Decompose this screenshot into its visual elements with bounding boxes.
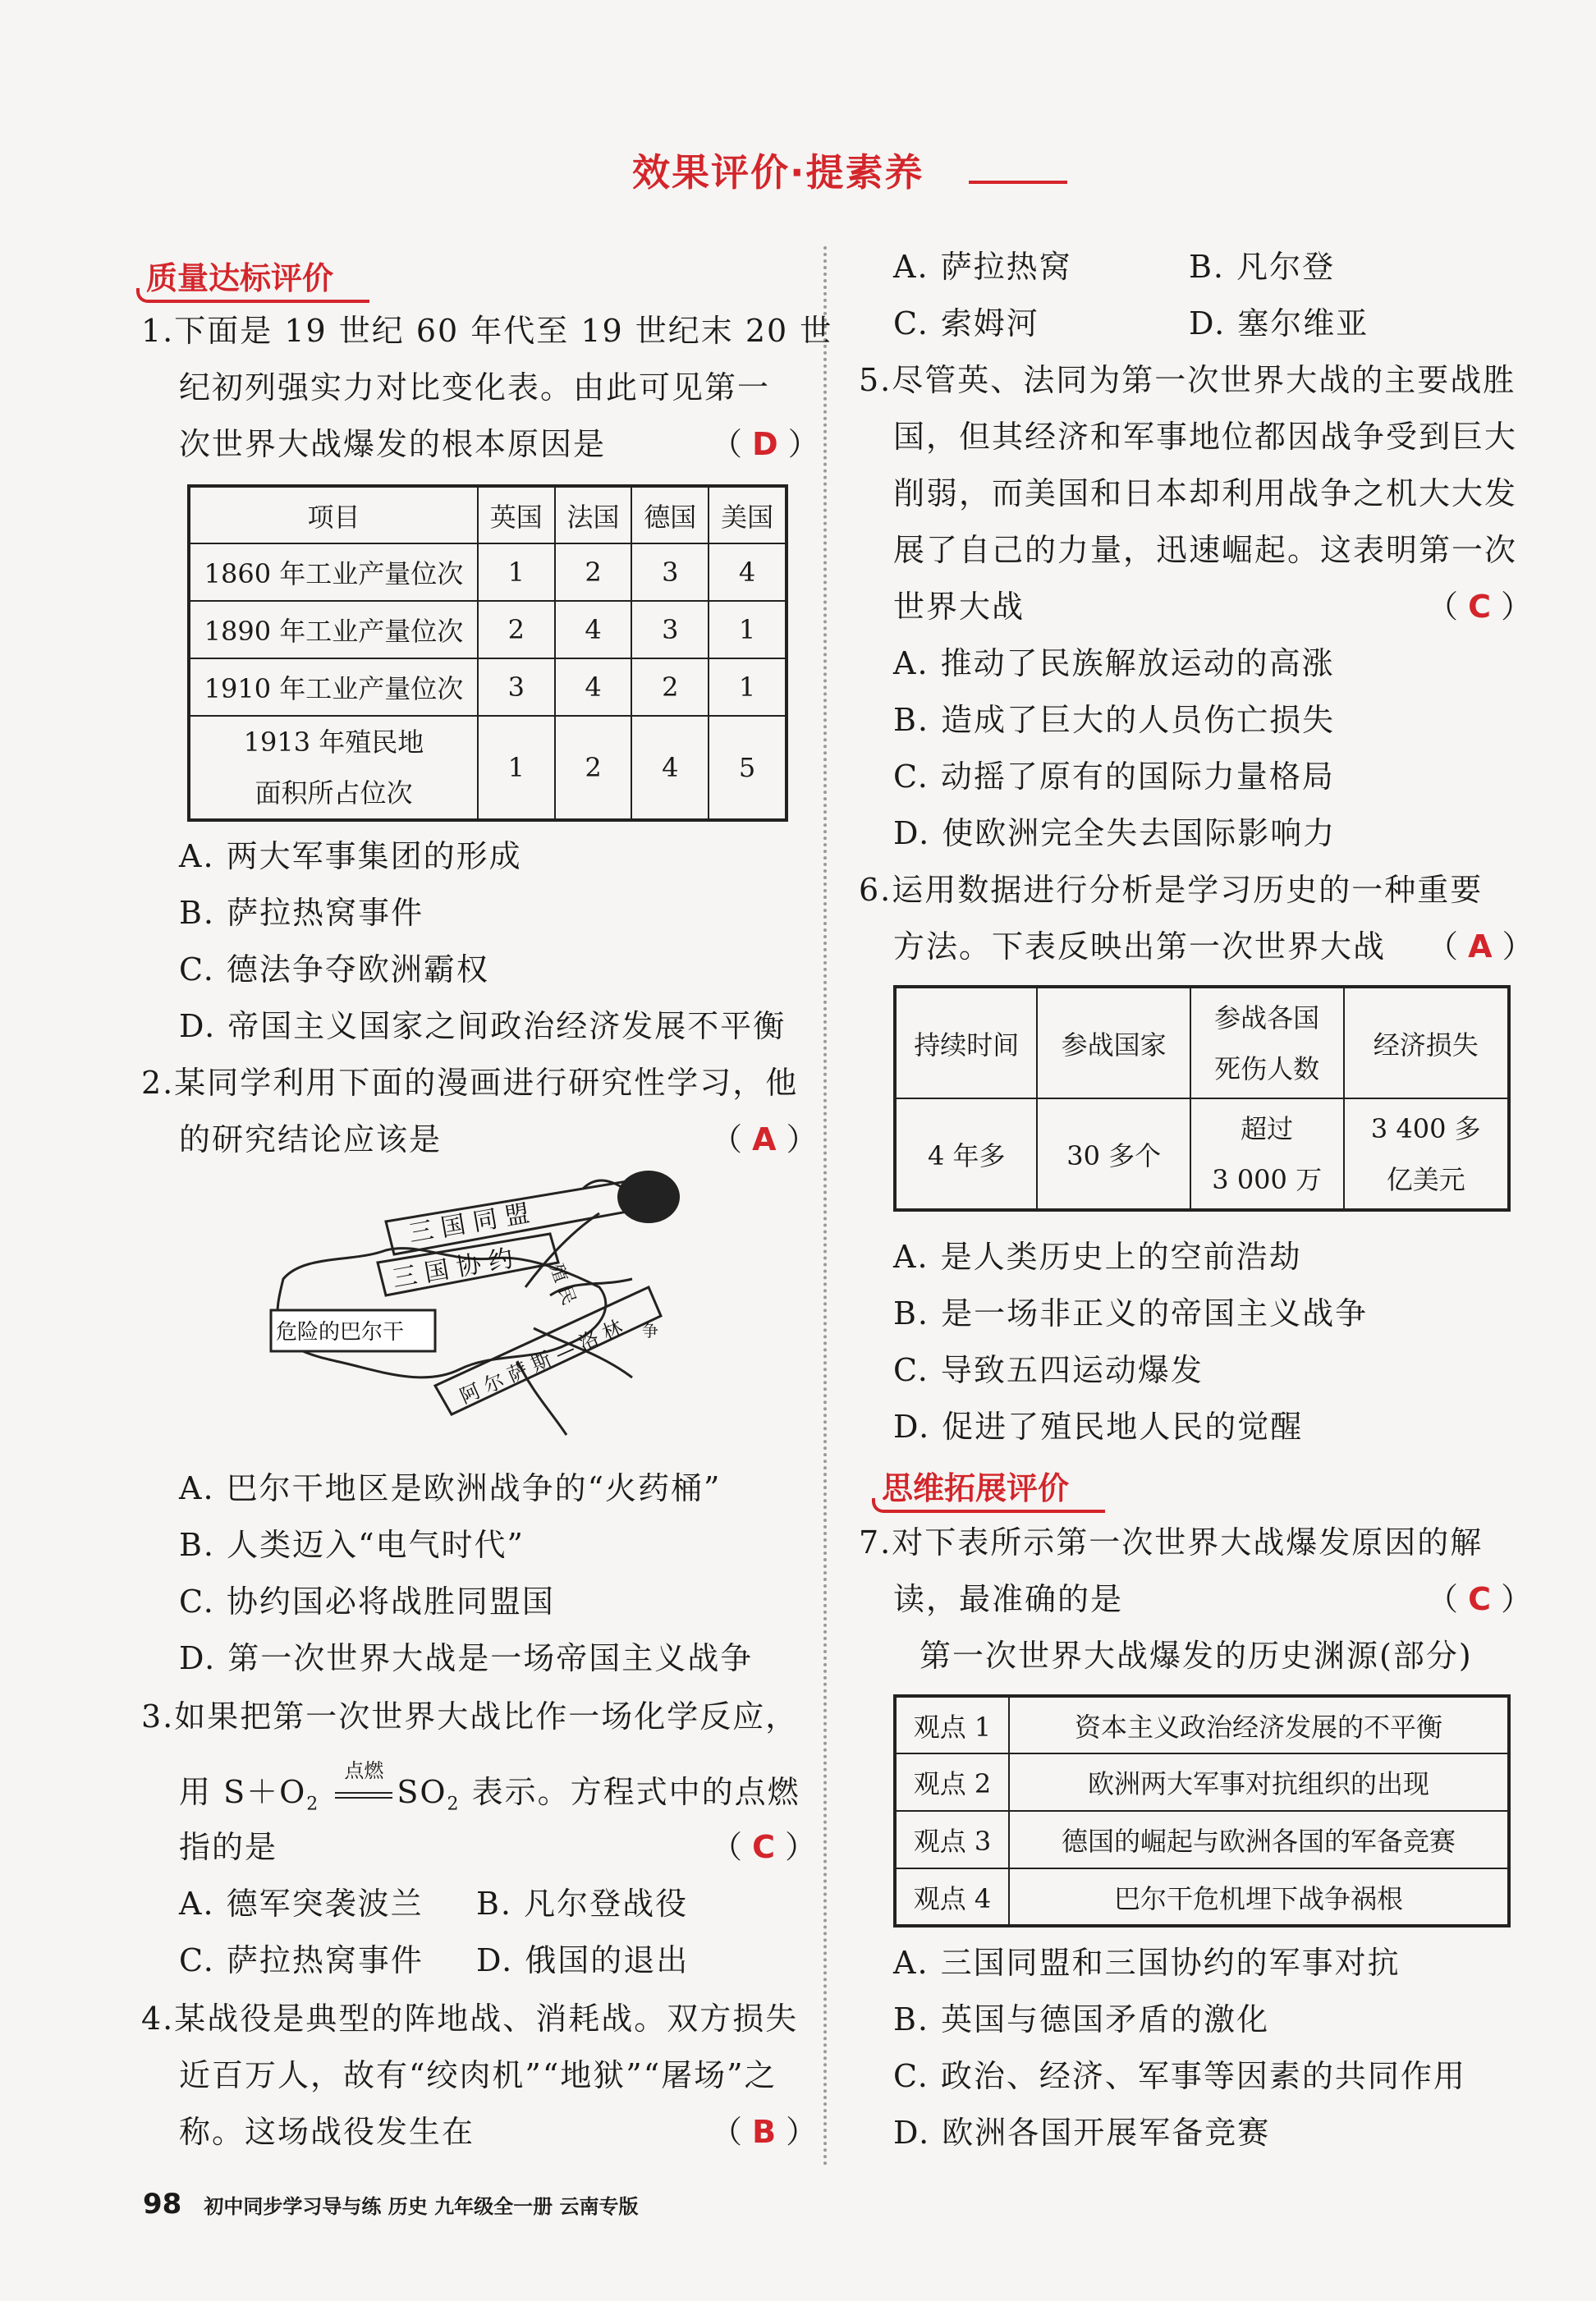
q1-table-cell: 3 bbox=[631, 601, 709, 658]
q1-option-c[interactable]: C. 德法争夺欧洲霸权 bbox=[179, 951, 489, 988]
q1-table-row-label-line-1: 1913 年殖民地 bbox=[243, 727, 424, 758]
section-heading-quality-label: 质量达标评价 bbox=[146, 260, 334, 296]
q1-table-header: 德国 bbox=[631, 486, 709, 543]
q1-table-header: 英国 bbox=[478, 486, 555, 543]
q7-option-d[interactable]: D. 欧洲各国开展军备竞赛 bbox=[893, 2115, 1271, 2151]
q2-option-a[interactable]: A. 巴尔干地区是欧洲战争的“火药桶” bbox=[179, 1470, 722, 1506]
q5-answer-letter: C bbox=[1468, 589, 1491, 625]
q5-line-1: 5.尽管英、法同为第一次世界大战的主要战胜 bbox=[859, 362, 1516, 398]
q7-line-1: 7.对下表所示第一次世界大战爆发原因的解 bbox=[859, 1524, 1484, 1561]
q3-eq-arrow bbox=[331, 1759, 397, 1811]
q7-answer: （ C ） bbox=[1427, 1581, 1533, 1617]
q1-answer: （ D ） bbox=[711, 426, 819, 462]
q3-option-c[interactable]: C. 萨拉热窝事件 bbox=[179, 1942, 424, 1978]
q4-line-3: 称。这场战役发生在 bbox=[179, 2114, 475, 2150]
q6-table-header bbox=[1190, 987, 1344, 1098]
cartoon-label-alliance: 三 国 同 盟 bbox=[406, 1199, 532, 1249]
q1-table-cell: 1 bbox=[709, 601, 787, 658]
q6-table-cell: 4 年多 bbox=[895, 1098, 1037, 1210]
q1-table-row-label-line-2: 面积所占位次 bbox=[255, 777, 413, 809]
q1-table-cell: 2 bbox=[555, 716, 632, 820]
column-divider bbox=[823, 246, 827, 2167]
page-header bbox=[624, 138, 1084, 204]
q6-table-cell bbox=[1344, 1098, 1510, 1210]
q7-table-title: 第一次世界大战爆发的历史渊源(部分) bbox=[920, 1638, 1473, 1674]
q6-table-cell-line-1: 3 400 多 bbox=[1370, 1112, 1481, 1144]
q7-answer-letter: C bbox=[1468, 1581, 1491, 1617]
q1-option-d[interactable]: D. 帝国主义国家之间政治经济发展不平衡 bbox=[179, 1008, 787, 1044]
q4-line-1: 4.某战役是典型的阵地战、消耗战。双方损失 bbox=[141, 2001, 799, 2037]
q3-answer: （ C ） bbox=[711, 1829, 817, 1865]
q7-table-text: 巴尔干危机埋下战争祸根 bbox=[1009, 1868, 1509, 1926]
q5-option-c[interactable]: C. 动摇了原有的国际力量格局 bbox=[893, 759, 1335, 795]
q6-table-cell bbox=[1190, 1098, 1344, 1210]
q1-table-cell: 5 bbox=[709, 716, 787, 820]
q1-table-cell: 1 bbox=[709, 658, 787, 716]
q6-answer-letter: A bbox=[1468, 928, 1493, 965]
q6-table bbox=[893, 985, 1511, 1212]
q5-answer: （ C ） bbox=[1427, 589, 1533, 625]
section-swoosh-thinking bbox=[872, 1498, 1105, 1513]
q7-table-text: 欧洲两大军事对抗组织的出现 bbox=[1009, 1753, 1509, 1811]
q2-line-2: 的研究结论应该是 bbox=[179, 1121, 443, 1157]
q3-answer-letter: C bbox=[752, 1829, 775, 1865]
q2-option-b[interactable]: B. 人类迈入“电气时代” bbox=[179, 1527, 525, 1563]
q3-eq-sub2: 2 bbox=[447, 1794, 461, 1815]
q6-line-2: 方法。下表反映出第一次世界大战 bbox=[893, 928, 1387, 965]
q1-table-cell: 4 bbox=[631, 716, 709, 820]
q3-equation bbox=[179, 1759, 800, 1824]
q3-eq-prefix: 用 S＋O bbox=[179, 1774, 307, 1810]
q1-answer-letter: D bbox=[752, 426, 778, 462]
q3-eq-bar bbox=[335, 1792, 392, 1799]
q1-table-row-label: 1890 年工业产量位次 bbox=[189, 601, 478, 658]
q7-table-text: 资本主义政治经济发展的不平衡 bbox=[1009, 1696, 1509, 1753]
q6-option-a[interactable]: A. 是人类历史上的空前浩劫 bbox=[893, 1239, 1302, 1275]
book-title: 初中同步学习导与练 历史 九年级全一册 云南专版 bbox=[204, 2195, 639, 2218]
cartoon-label-colonial: 殖 民 bbox=[545, 1261, 580, 1308]
q7-table-label: 观点 3 bbox=[895, 1811, 1009, 1868]
q1-table-cell: 1 bbox=[478, 543, 555, 601]
q5-line-3: 削弱，而美国和日本却利用战争之机大大发 bbox=[893, 475, 1518, 511]
q1-option-a[interactable]: A. 两大军事集团的形成 bbox=[179, 838, 522, 874]
q1-table-cell: 3 bbox=[631, 543, 709, 601]
q6-table-header: 经济损失 bbox=[1344, 987, 1510, 1098]
q1-table-header: 法国 bbox=[555, 486, 632, 543]
q3-eq-product: SO bbox=[397, 1774, 447, 1810]
page-number: 98 bbox=[143, 2188, 182, 2221]
q6-line-1: 6.运用数据进行分析是学习历史的一种重要 bbox=[859, 872, 1484, 908]
q3-option-b[interactable]: B. 凡尔登战役 bbox=[476, 1886, 689, 1922]
q6-table-header: 参战国家 bbox=[1037, 987, 1190, 1098]
q7-table bbox=[893, 1694, 1511, 1927]
q2-option-d[interactable]: D. 第一次世界大战是一场帝国主义战争 bbox=[179, 1640, 754, 1676]
q2-option-c[interactable]: C. 协约国必将战胜同盟国 bbox=[179, 1584, 555, 1620]
q5-line-5: 世界大战 bbox=[893, 589, 1025, 625]
q4-answer-letter: B bbox=[752, 2114, 777, 2150]
q6-option-c[interactable]: C. 导致五四运动爆发 bbox=[893, 1352, 1204, 1388]
q4-line-2: 近百万人，故有“绞肉机”“地狱”“屠场”之 bbox=[179, 2057, 777, 2093]
q1-table-cell: 2 bbox=[478, 601, 555, 658]
q3-line-3: 指的是 bbox=[179, 1829, 278, 1865]
q5-line-2: 国，但其经济和军事地位都因战争受到巨大 bbox=[893, 419, 1518, 455]
q3-option-a[interactable]: A. 德军突袭波兰 bbox=[179, 1886, 424, 1922]
q2-answer: （ A ） bbox=[711, 1121, 818, 1157]
q3-eq-sub1: 2 bbox=[306, 1794, 320, 1815]
q7-option-c[interactable]: C. 政治、经济、军事等因素的共同作用 bbox=[893, 2058, 1466, 2094]
q4-answer: （ B ） bbox=[711, 2114, 818, 2150]
section-heading-thinking-label: 思维拓展评价 bbox=[882, 1470, 1070, 1506]
q1-option-b[interactable]: B. 萨拉热窝事件 bbox=[179, 895, 424, 931]
cartoon-label-entente: 三 国 协 约 bbox=[390, 1244, 516, 1294]
q2-line-1: 2.某同学利用下面的漫画进行研究性学习，他 bbox=[141, 1065, 799, 1101]
q1-table-row-label: 1910 年工业产量位次 bbox=[189, 658, 478, 716]
q4-option-c[interactable]: C. 索姆河 bbox=[893, 305, 1039, 341]
q5-option-b[interactable]: B. 造成了巨大的人员伤亡损失 bbox=[893, 702, 1336, 738]
q6-option-d[interactable]: D. 促进了殖民地人民的觉醒 bbox=[893, 1409, 1304, 1445]
section-heading-quality bbox=[146, 253, 333, 298]
q5-option-d[interactable]: D. 使欧洲完全失去国际影响力 bbox=[893, 815, 1337, 851]
q6-answer: （ A ） bbox=[1427, 928, 1534, 965]
q2-answer-letter: A bbox=[752, 1121, 777, 1157]
q1-line-2: 纪初列强实力对比变化表。由此可见第一 bbox=[179, 369, 771, 406]
q1-table-row-label: 1860 年工业产量位次 bbox=[189, 543, 478, 601]
q1-table-cell: 2 bbox=[631, 658, 709, 716]
q7-option-b[interactable]: B. 英国与德国矛盾的激化 bbox=[893, 2001, 1270, 2037]
section-swoosh-quality bbox=[136, 288, 369, 303]
q1-table-cell: 3 bbox=[478, 658, 555, 716]
q1-table bbox=[187, 484, 788, 822]
q6-table-cell-line-1: 超过 bbox=[1241, 1112, 1294, 1144]
q1-table-header: 项目 bbox=[189, 486, 478, 543]
q6-table-cell-line-2: 3 000 万 bbox=[1212, 1163, 1323, 1195]
q7-option-a[interactable]: A. 三国同盟和三国协约的军事对抗 bbox=[893, 1945, 1401, 1981]
q6-table-cell: 30 多个 bbox=[1037, 1098, 1190, 1210]
q3-line-1: 3.如果把第一次世界大战比作一场化学反应， bbox=[141, 1698, 799, 1735]
q7-table-label: 观点 2 bbox=[895, 1753, 1009, 1811]
q7-table-label: 观点 1 bbox=[895, 1696, 1009, 1753]
q1-line-3: 次世界大战爆发的根本原因是 bbox=[179, 426, 607, 462]
cartoon-bomb bbox=[617, 1171, 680, 1223]
q5-option-a[interactable]: A. 推动了民族解放运动的高涨 bbox=[893, 645, 1335, 681]
q1-table-row-label bbox=[189, 716, 478, 820]
q1-table-header: 美国 bbox=[709, 486, 787, 543]
q7-table-text: 德国的崛起与欧洲各国的军备竞赛 bbox=[1009, 1811, 1509, 1868]
cartoon-label-balkans: 危险的巴尔干 bbox=[276, 1320, 405, 1345]
q1-table-cell: 4 bbox=[555, 658, 632, 716]
q2-cartoon bbox=[140, 1164, 698, 1443]
q5-line-4: 展了自己的力量，迅速崛起。这表明第一次 bbox=[893, 532, 1518, 568]
q1-table-cell: 4 bbox=[709, 543, 787, 601]
cartoon-label-fight: 争 bbox=[642, 1321, 658, 1341]
q4-option-b[interactable]: B. 凡尔登 bbox=[1189, 249, 1336, 285]
q6-table-header-line-1: 参战各国 bbox=[1214, 1002, 1320, 1034]
q1-line-1: 1.下面是 19 世纪 60 年代至 19 世纪末 20 世 bbox=[141, 313, 833, 349]
q4-option-d[interactable]: D. 塞尔维亚 bbox=[1189, 305, 1369, 341]
page-footer bbox=[143, 2188, 639, 2221]
cartoon-label-alsace: 阿 尔 萨 斯 — 洛 林 bbox=[456, 1315, 626, 1409]
q7-line-2: 读，最准确的是 bbox=[893, 1581, 1124, 1617]
q4-option-a[interactable]: A. 萨拉热窝 bbox=[893, 249, 1072, 285]
q3-eq-suffix: 表示。方程式中的点燃 bbox=[460, 1774, 800, 1810]
q6-table-header-line-2: 死伤人数 bbox=[1214, 1052, 1320, 1084]
section-heading-thinking bbox=[882, 1463, 1069, 1508]
q3-option-d[interactable]: D. 俄国的退出 bbox=[476, 1942, 690, 1978]
q6-table-cell-line-2: 亿美元 bbox=[1386, 1163, 1465, 1195]
q1-table-cell: 4 bbox=[555, 601, 632, 658]
page-title: 效果评价·提素养 bbox=[632, 150, 924, 195]
q7-table-label: 观点 4 bbox=[895, 1868, 1009, 1926]
q3-eq-over: 点燃 bbox=[344, 1759, 384, 1782]
q6-table-header: 持续时间 bbox=[895, 987, 1037, 1098]
q1-table-cell: 2 bbox=[555, 543, 632, 601]
q6-option-b[interactable]: B. 是一场非正义的帝国主义战争 bbox=[893, 1295, 1369, 1332]
header-rule bbox=[969, 181, 1067, 184]
q1-table-cell: 1 bbox=[478, 716, 555, 820]
